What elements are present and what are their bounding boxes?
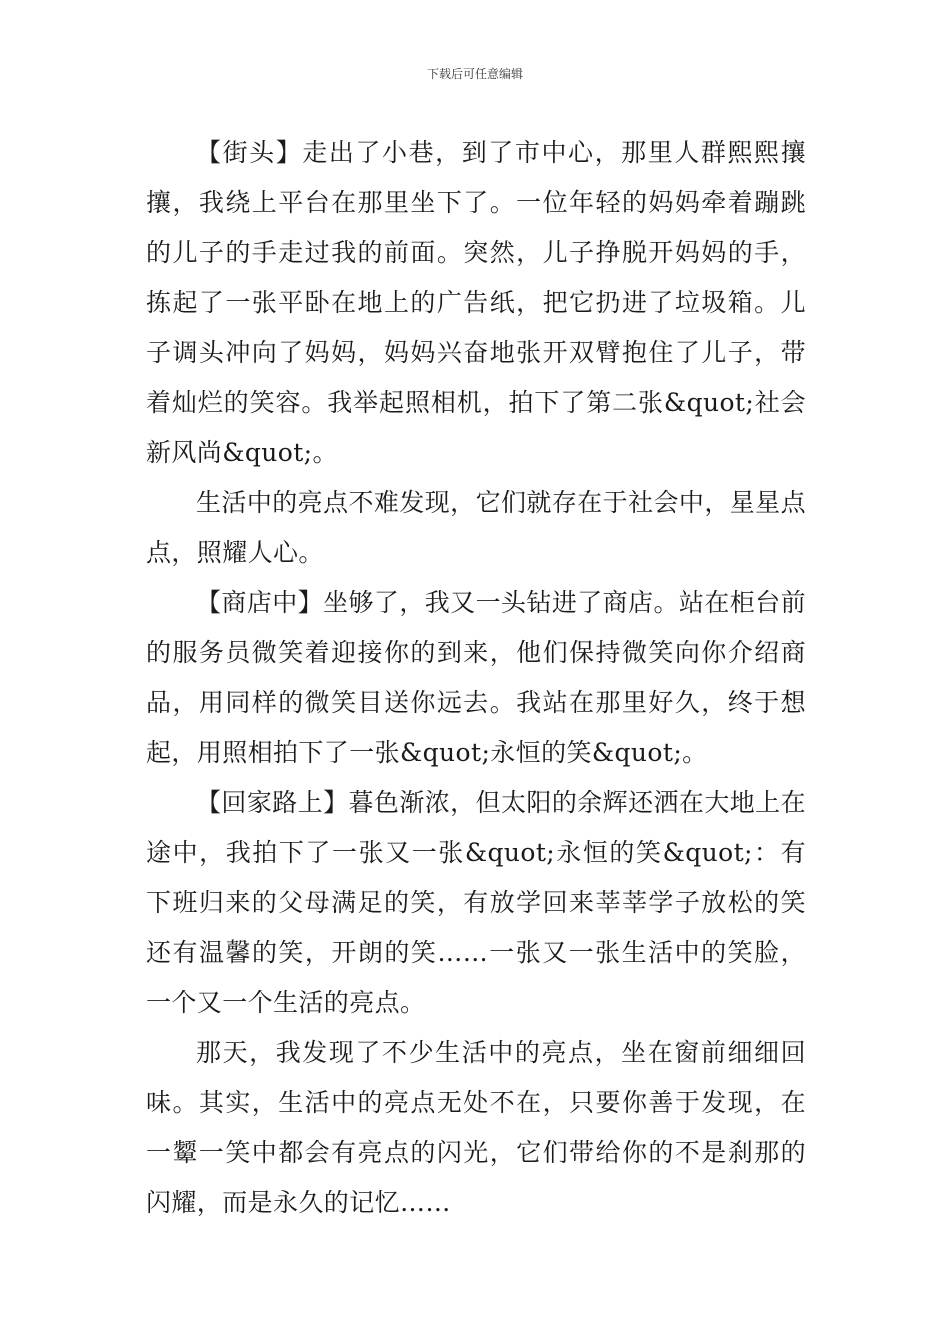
- paragraph-highlights: 生活中的亮点不难发现，它们就存在于社会中，星星点点，照耀人心。: [146, 488, 806, 567]
- document-body: [146, 128, 806, 1228]
- paragraph-conclusion: 那天，我发现了不少生活中的亮点，坐在窗前细细回味。其实，生活中的亮点无处不在，只要你善于发现，在一颦一笑中都会有亮点的闪光，它们带给你的不是刹那的闪耀，而是永久的记忆……: [146, 1038, 806, 1217]
- paragraph-street: 【街头】走出了小巷，到了市中心，那里人群熙熙攘攘，我绕上平台在那里坐下了。一位年轻的妈妈牵着蹦跳的儿子的手走过我的前面。突然，儿子挣脱开妈妈的手，拣起了一张平卧在地上的广告纸，把它扔进了垃圾箱。儿子调头冲向了妈妈，妈妈兴奋地张开双臂抱住了儿子，带着灿烂的笑容。我举起照相机，拍下了第二张&quot;社会新风尚&quot;。: [146, 138, 806, 467]
- page-header: 下载后可任意编辑: [426, 67, 523, 81]
- paragraph-way-home: 【回家路上】暮色渐浓，但太阳的余辉还洒在大地上在途中，我拍下了一张又一张&quot;永恒的笑&quot;：有下班归来的父母满足的笑，有放学回来莘莘学子放松的笑还有温馨的笑，开朗的笑……一张又一张生活中的笑脸，一个又一个生活的亮点。: [146, 788, 806, 1017]
- paragraph-store: 【商店中】坐够了，我又一头钻进了商店。站在柜台前的服务员微笑着迎接你的到来，他们保持微笑向你介绍商品，用同样的微笑目送你远去。我站在那里好久，终于想起，用照相拍下了一张&quot;永恒的笑&quot;。: [146, 588, 806, 767]
